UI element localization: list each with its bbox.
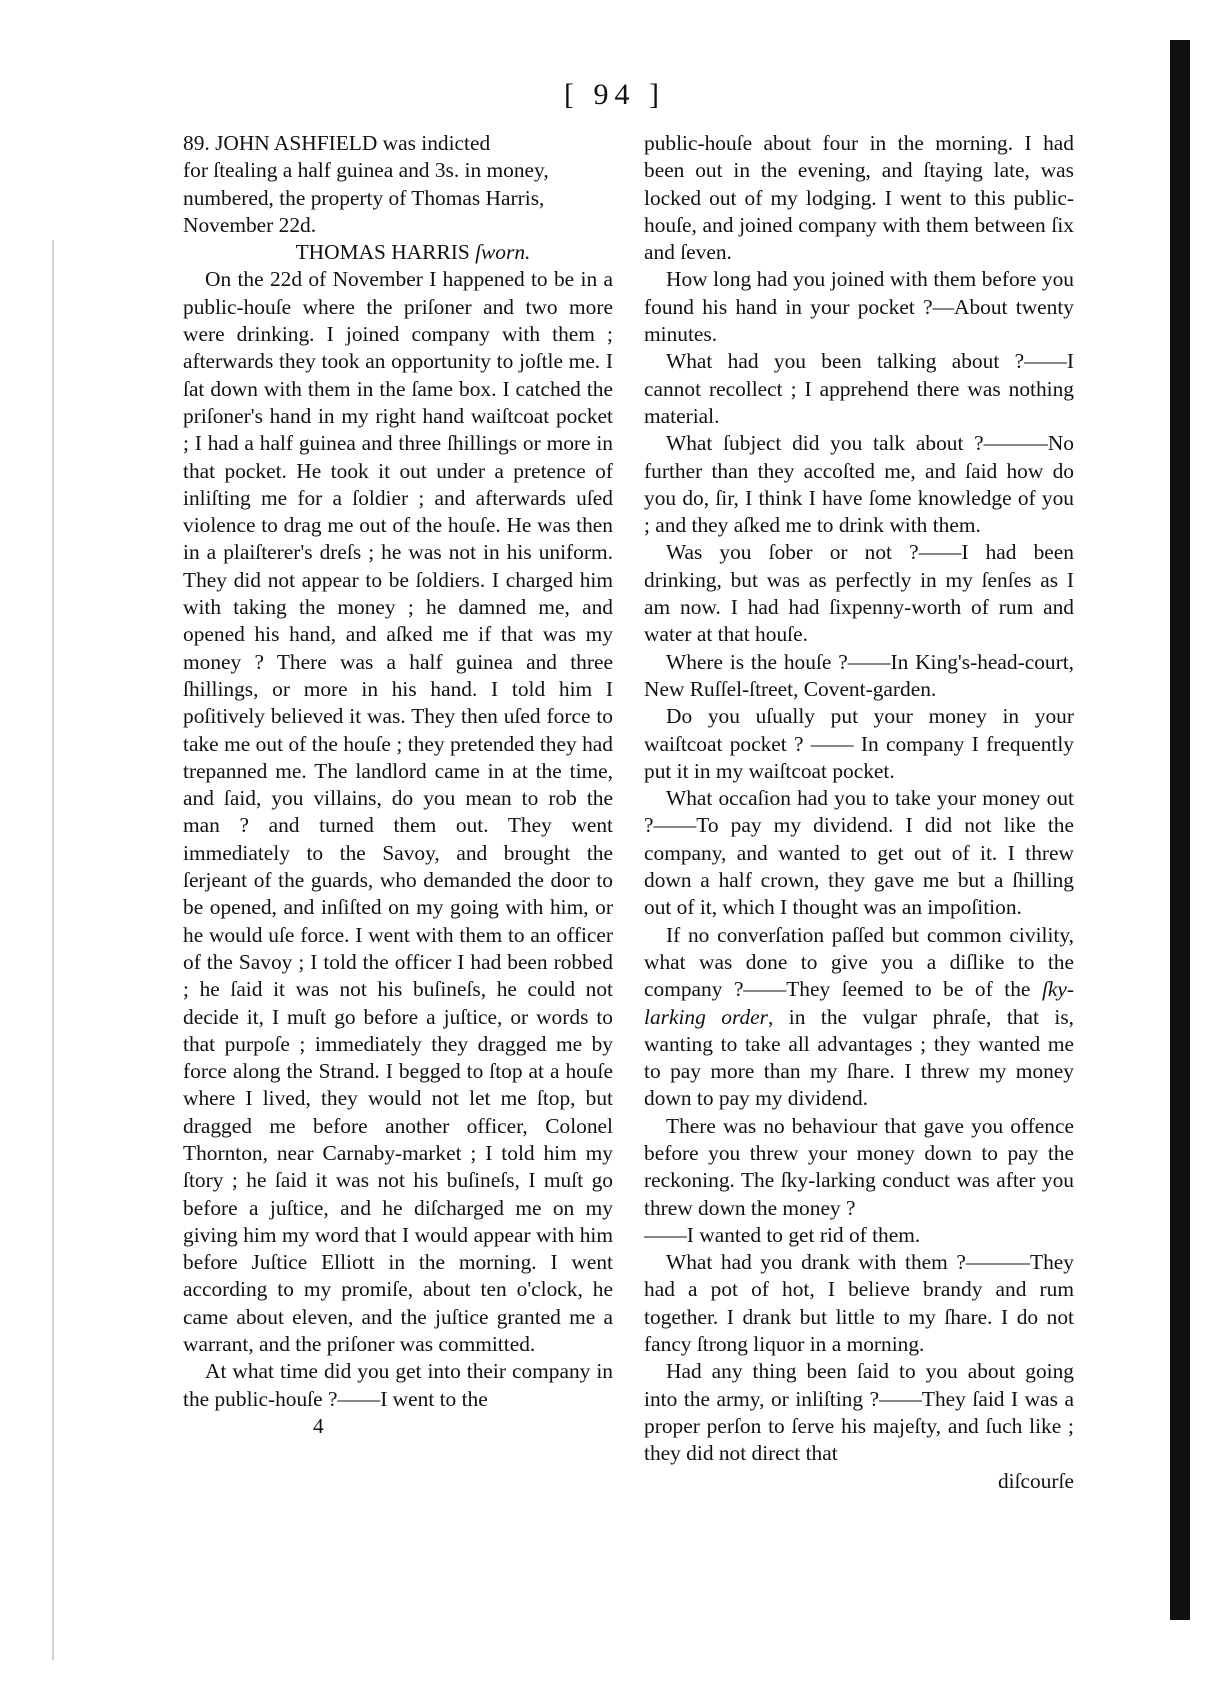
qa-paragraph: ——I wanted to get rid of them.	[644, 1222, 921, 1247]
qa-paragraph: What ſubject did you talk about ?———No further than they accoſted me, and ſaid how do you do, ſir, I think I have ſome knowledge of you ; and they aſked me to drink with them.	[644, 431, 1074, 538]
qa-paragraph: Had any thing been ſaid to you about going into the army, or inliſting ?——They ſaid I was a proper perſon to ſerve his majeſty, and ſuch like ; they did not direct that	[644, 1359, 1074, 1466]
qa-paragraph: Where is the houſe ?——In King's-head-court, New Ruſſel-ſtreet, Covent-garden.	[644, 649, 1074, 701]
signature-row	[183, 1413, 613, 1440]
qa-paragraph	[644, 922, 1074, 1113]
qa-paragraph: How long had you joined with them before you found his hand in your pocket ?—About twenty minutes.	[644, 267, 1074, 347]
catchword-row	[644, 1468, 1074, 1495]
indictment-line: 89. JOHN ASHFIELD was indicted	[183, 131, 491, 155]
question-paragraph: At what time did you get into their company in the public-houſe ?——I went to the	[183, 1359, 613, 1411]
qa-text: If no converſation paſſed but common civility, what was done to give you a diſlike to the company ?——They ſeemed to be of the	[644, 922, 1074, 1002]
indictment-line: November 22d.	[183, 212, 317, 237]
qa-paragraph: What occaſion had you to take your money out ?——To pay my dividend. I did not like the company, and wanted to get out of it. I threw down a half crown, they gave me but a ſhilling out of it, which I thought was an impoſition.	[644, 786, 1074, 920]
qa-paragraph: Was you ſober or not ?——I had been drinking, but was as perfectly in my ſenſes as I am now. I had had ſixpenny-worth of rum and water at that houſe.	[644, 540, 1074, 647]
indictment-line: numbered, the property of Thomas Harris,	[183, 185, 545, 210]
answer-paragraph: public-houſe about four in the morning. I had been out in the evening, and ſtaying late, was locked out of my lodging. I went to this public-houſe, and joined company with them between ſix and ſeven.	[644, 131, 1074, 265]
indictment-line: for ſtealing a half guinea and 3s. in money,	[183, 158, 549, 183]
testimony-paragraph: On the 22d of November I happened to be in a public-houſe where the priſoner and two more were drinking. I joined company with them ; afterwards they took an opportunity to joſtle me. I ſat down with them in the ſame box. I catched the priſoner's hand in my right hand waiſtcoat pocket ; I had a half guinea and three ſhillings or more in that pocket. He took it out under a pretence of inliſting me for a ſoldier ; and afterwards uſed violence to drag me out of the houſe. He was then in a plaiſterer's dreſs ; he was not in his uniform. They did not appear to be ſoldiers. I charged him with taking the money ; he damned me, and opened his hand, and aſked me if that was my money ? There was a half guinea and three ſhillings, or more in his hand. I told him I poſitively believed it was. They then uſed force to take me out of the houſe ; they pretended they had trepanned me. The landlord came in at the time, and ſaid, you villains, do you mean to rob the man ? and turned them out. They went immediately to the Savoy, and brought the ſerjeant of the guards, who demanded the door to be opened, and inſiſted on my going with him, or he would uſe force. I went with them to an officer of the Savoy ; I told the officer I had been robbed ; he ſaid it was not his buſineſs, he could not decide it, I muſt go before a juſtice, or words to that purpoſe ; immediately they dragged me by force along the Strand. I begged to ſtop at a houſe where I lived, they would not let me ſtop, but dragged me before another officer, Colonel Thornton, near Carnaby-market ; I told him my ſtory ; he ſaid it was not his buſineſs, I muſt go before a juſtice, and he diſcharged me on my giving him my word that I would appear with him before Juſtice Elliott in the morning. I went according to my promiſe, about ten o'clock, he came about eleven, and the juſtice granted me a warrant, and the priſoner was committed.	[183, 267, 613, 1357]
qa-paragraph: What had you been talking about ?——I cannot recollect ; I apprehend there was nothing material.	[644, 349, 1074, 428]
witness-sworn: ſworn.	[475, 240, 531, 265]
left-column	[183, 130, 613, 1440]
page-number-header: [ 94 ]	[564, 78, 665, 111]
page-edge-shadow	[1170, 40, 1190, 1620]
binding-margin	[52, 240, 54, 1660]
qa-paragraph: What had you drank with them ?———They had a pot of hot, I believe brandy and rum together. I drank but little to my ſhare. I do not fancy ſtrong liquor in a morning.	[644, 1250, 1074, 1357]
signature-mark: 4	[313, 1413, 324, 1438]
witness-heading	[183, 239, 613, 266]
qa-text: , in the vulgar phraſe, that is, wanting to take all advantages ; they wanted me to pay more than my ſhare. I threw my money down to pay my dividend.	[644, 1004, 1074, 1111]
qa-paragraph: Do you uſually put your money in your waiſtcoat pocket ? —— In company I frequently put it in my waiſtcoat pocket.	[644, 704, 1074, 783]
witness-name: THOMAS HARRIS	[295, 240, 470, 265]
catchword: diſcourſe	[997, 1468, 1074, 1493]
skylarking-phrase: ſky-larking order	[644, 977, 1074, 1029]
right-column	[644, 130, 1074, 1495]
qa-paragraph: There was no behaviour that gave you offence before you threw your money down to pay the reckoning. The ſky-larking conduct was after you threw down the money ?	[644, 1113, 1074, 1220]
